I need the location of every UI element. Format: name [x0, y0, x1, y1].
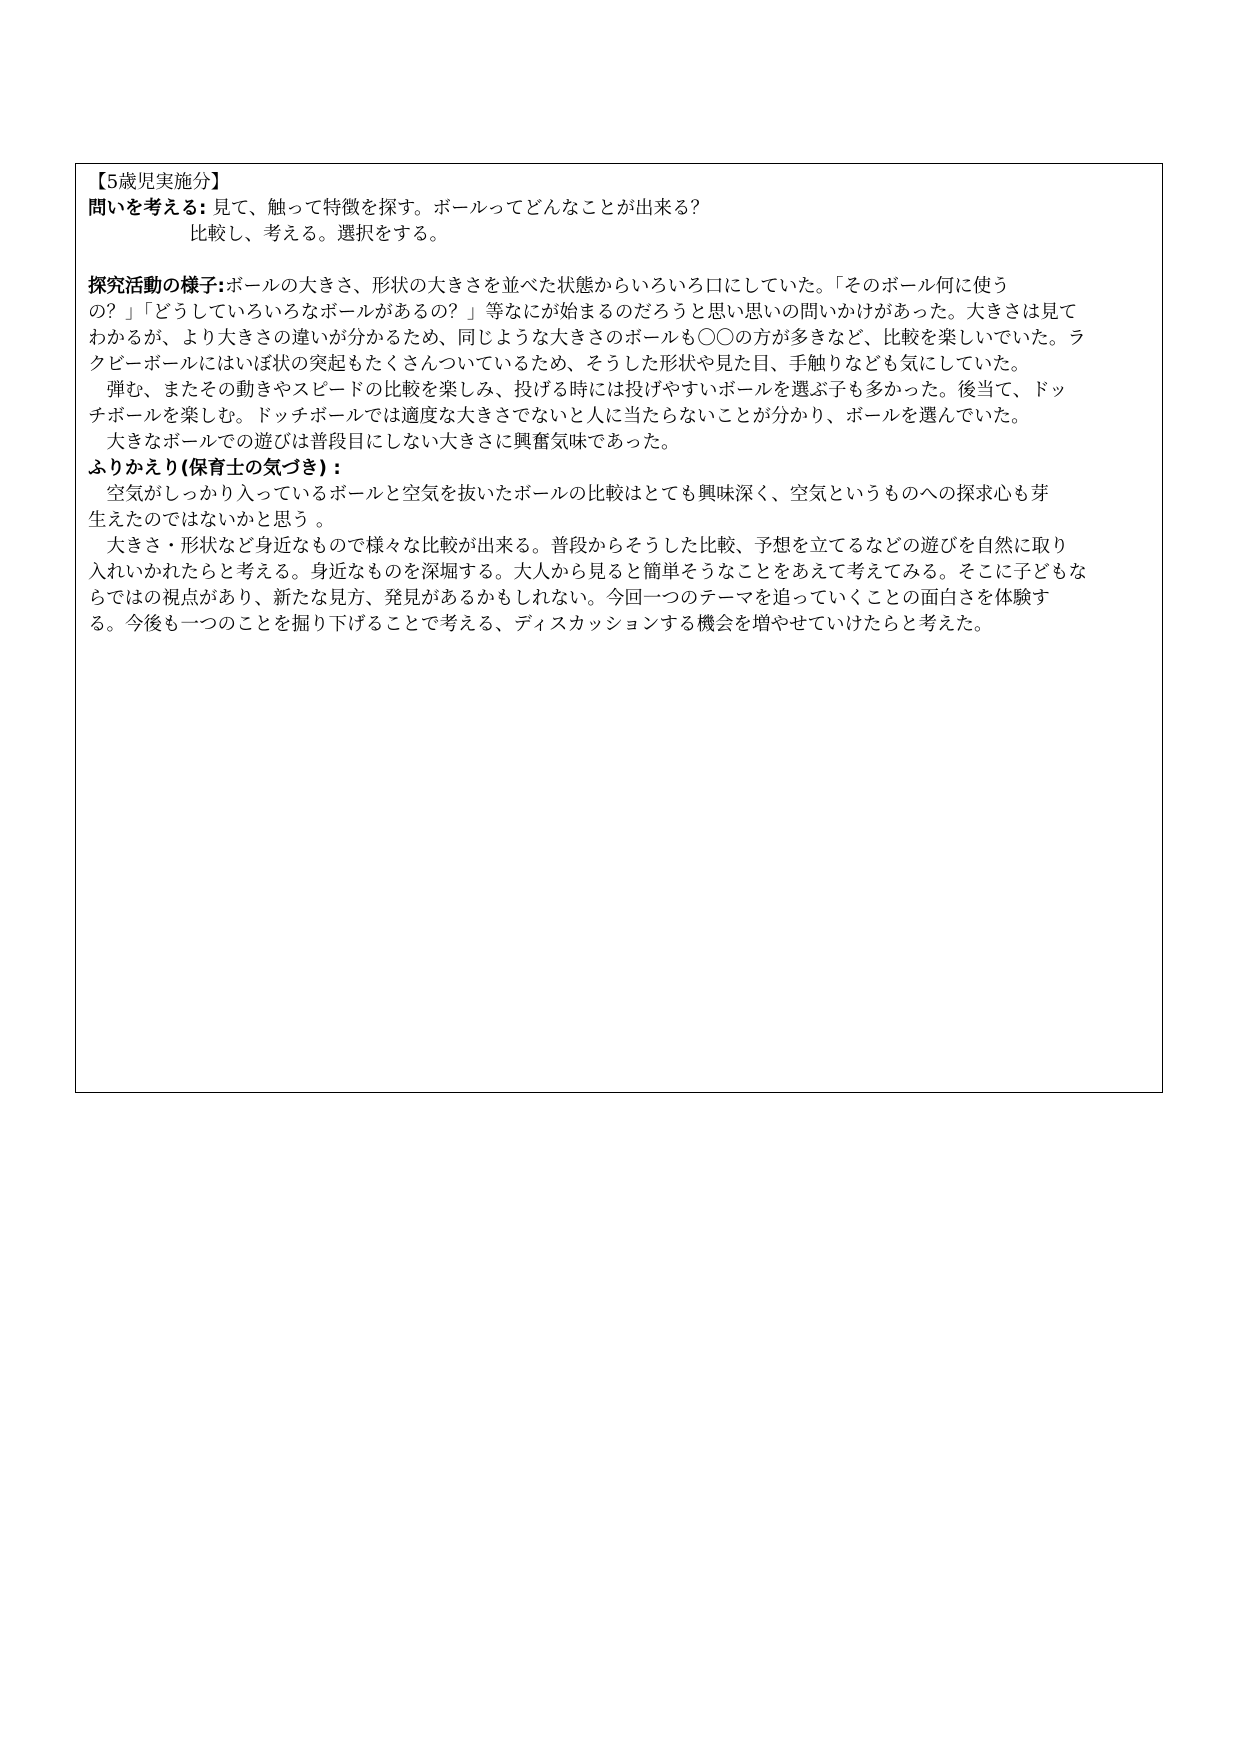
reflection-line-5: る。今後も一つのことを掘り下げることで考える、ディスカッションする機会を増やせていけたらと考えた。 [88, 614, 993, 635]
question-line-2: 比較し、考える。選択をする。 [189, 224, 449, 245]
report-box [75, 163, 1163, 1093]
spacer [88, 248, 1150, 274]
reflection-line-1: 生えたのではないかと思う 。 [88, 510, 335, 531]
question-line-1 [88, 196, 1150, 222]
activity-line-2: わかるが、より大きさの違いが分かるため、同じような大きさのボールも〇〇の方が多きなど、比較を楽しいでいた。ラ [88, 328, 1086, 349]
question-text-1: 見て、触って特徴を探す。ボールってどんなことが出来る？ [206, 198, 710, 219]
reflection-line-4: らではの視点があり、新たな見方、発見があるかもしれない。今回一つのテーマを追っていくことの面白さを体験す [88, 588, 1050, 609]
activity-line-6: 大きなボールでの遊びは普段目にしない大きさに興奮気味であった。 [88, 432, 680, 453]
activity-line-3: クビーボールにはいぼ状の突起もたくさんついているため、そうした形状や見た目、手触りなども気にしていた。 [88, 354, 1030, 375]
activity-label: 探究活動の様子: [88, 276, 225, 297]
activity-line-4: 弾む、またその動きやスピードの比較を楽しみ、投げる時には投げやすいボールを選ぶ子も多かった。後当て、ドッ [88, 380, 1068, 401]
activity-line-5: チボールを楽しむ。ドッチボールでは適度な大きさでないと人に当たらないことが分かり、ボールを選んでいた。 [88, 406, 1030, 427]
reflection-line-0: 空気がしっかり入っているボールと空気を抜いたボールの比較はとても興味深く、空気というものへの探求心も芽 [88, 484, 1049, 505]
section-header: 【5歳児実施分】 [88, 172, 230, 193]
activity-line-1: の？」「どうしていろいろなボールがあるの？」等なにが始まるのだろうと思い思いの問いかけがあった。大きさは見て [88, 302, 1078, 323]
activity-text-0: ボールの大きさ、形状の大きさを並べた状態からいろいろ口にしていた。「そのボール何に使う [224, 276, 1010, 297]
reflection-label: ふりかえり(保育士の気づき) : [88, 458, 341, 479]
activity-line-0 [88, 274, 1150, 300]
reflection-line-3: 入れいかれたらと考える。身近なものを深堀する。大人から見ると簡単そうなことをあえて考えてみる。そこに子どもな [88, 562, 1088, 583]
question-label: 問いを考える: [88, 198, 207, 219]
reflection-line-2: 大きさ・形状など身近なもので様々な比較が出来る。普段からそうした比較、予想を立てるなどの遊びを自然に取り [88, 536, 1069, 557]
